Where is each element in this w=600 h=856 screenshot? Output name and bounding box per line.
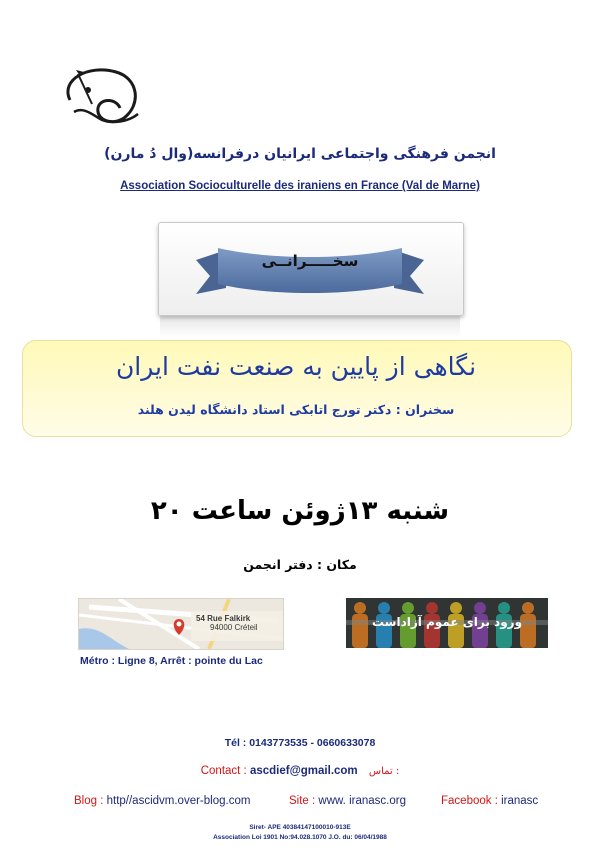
site-line	[289, 795, 406, 807]
association-registration: Association Loi 1901 No:94.028.1070 J.O. du: 06/04/1988	[213, 834, 387, 841]
site-label: Site :	[289, 795, 319, 807]
map-address	[196, 614, 258, 632]
contact-label-persian: تماس :	[368, 766, 400, 777]
association-logo	[58, 60, 146, 132]
blog-line	[74, 795, 250, 807]
contact-email[interactable]: ascdief@gmail.com	[249, 765, 358, 777]
banner-reflection	[160, 316, 460, 338]
site-link[interactable]: www. iranasc.org	[318, 795, 406, 807]
association-title-persian: انجمن فرهنگی واجتماعی ایرانیان درفرانسه(وال دُ مارن)	[104, 146, 496, 162]
lecture-headline: نگاهی از پایین به صنعت نفت ایران	[115, 352, 477, 381]
lecture-ribbon-label: سخـــــرانــی	[261, 252, 359, 270]
facebook-line	[441, 795, 538, 807]
metro-info: Métro : Ligne 8, Arrêt : pointe du Lac	[80, 655, 263, 667]
map-address-street: 54 Rue Falkirk	[196, 614, 251, 623]
telephone-numbers: Tél : 0143773535 - 0660633078	[224, 737, 376, 749]
map-address-city: 94000 Créteil	[210, 623, 258, 632]
contact-line	[60, 765, 540, 777]
ribbon-graphic	[190, 238, 430, 302]
speaker-line: سخنران : دکتر تورج اتابکی استاد دانشگاه لیدن هلند	[137, 402, 455, 417]
free-entry-label: ورود برای عموم آزاداست	[371, 615, 523, 629]
association-title-french: Association Socioculturelle des iraniens en France (Val de Marne)	[120, 180, 480, 192]
event-date: شنبه ۱۳ژوئن ساعت ۲۰	[150, 496, 450, 526]
blog-link[interactable]: http//ascidvm.over-blog.com	[106, 795, 251, 807]
facebook-link[interactable]: iranasc	[501, 795, 539, 807]
event-venue: مکان : دفتر انجمن	[243, 557, 357, 572]
siret-number: Siret- APE 40384147100010-913E	[249, 824, 351, 831]
blog-label: Blog :	[74, 795, 107, 807]
contact-label: Contact :	[200, 765, 250, 777]
facebook-label: Facebook :	[441, 795, 502, 807]
